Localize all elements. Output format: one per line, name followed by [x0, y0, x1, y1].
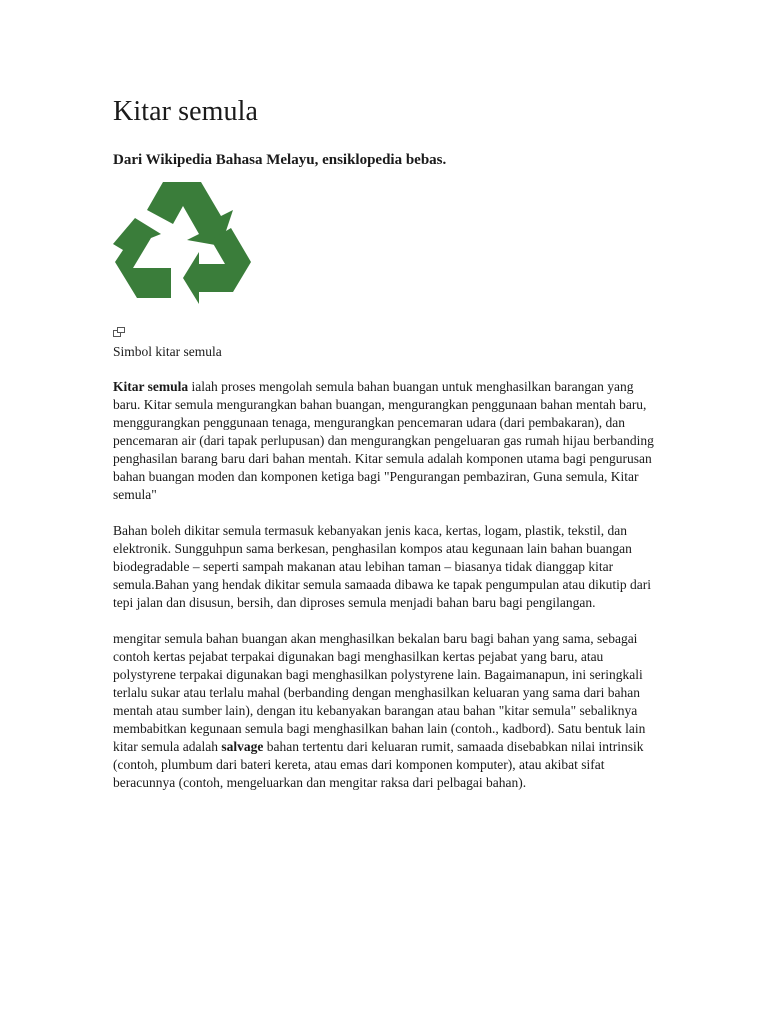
- paragraph-materials: Bahan boleh dikitar semula termasuk kebanyakan jenis kaca, kertas, logam, plastik, tekstil, dan elektronik. Sungguhpun sama berkesan, penghasilan kompos atau kegunaan lain bahan buangan biodegradable – seperti sampah makanan atau lebihan taman – biasanya tidak dianggap kitar semula.Bahan yang hendak dikitar semula samaada dibawa ke tapak pengumpulan atau dikutip dari tepi jalan dan disusun, bersih, dan diproses semula menjadi bahan baru bagi pengilangan.: [113, 523, 651, 610]
- paragraph-process-text-before: mengitar semula bahan buangan akan menghasilkan bekalan baru bagi bahan yang sama, sebagai contoh kertas pejabat terpakai digunakan bagi menghasilkan kertas pejabat yang baru, atau polystyrene terpakai digunakan bagi menghasilkan polystyrene lain. Bagaimanapun, ini seringkali terlalu sukar atau terlalu mahal (berbanding dengan menghasilkan keluaran yang sama dari bahan mentah atau sumber lain), dengan itu kebanyakan barangan atau bahan "kitar semula" sebaliknya membabitkan kegunaan semula bagi menghasilkan bahan lain (contoh., kadbord). Satu bentuk lain kitar semula adalah: [113, 631, 646, 754]
- bold-lead: Kitar semula: [113, 379, 189, 394]
- page-subtitle: Dari Wikipedia Bahasa Melayu, ensiklopedia bebas.: [113, 152, 447, 168]
- enlarge-icon[interactable]: [113, 327, 125, 337]
- article: [113, 94, 658, 792]
- bold-salvage: salvage: [221, 739, 264, 754]
- recycle-symbol-icon[interactable]: [113, 180, 257, 324]
- image-caption: Simbol kitar semula: [113, 344, 222, 359]
- paragraph-process: [113, 630, 658, 792]
- recycle-symbol-svg: [113, 180, 257, 324]
- recycle-arrows: [113, 182, 251, 304]
- paragraph-intro: [113, 378, 658, 504]
- paragraph-intro-text: ialah proses mengolah semula bahan buangan untuk menghasilkan barangan yang baru. Kitar semula mengurangkan bahan buangan, mengurangkan penggunaan bahan mentah baru, menggurangkan penggunaan tenaga, mengurangkan pencemaran udara (dari pembakaran), dan pencemaran air (dari tapak perlupusan) dan mengurangkan pengeluaran gas rumah hijau berbanding penghasilan barang baru dari bahan mentah. Kitar semula adalah komponen utama bagi pengurusan bahan buangan moden dan komponen ketiga bagi "Pengurangan pembaziran, Guna semula, Kitar semula": [113, 379, 654, 502]
- page-title: Kitar semula: [113, 96, 259, 127]
- recycle-arrow-left: [113, 218, 171, 298]
- paragraph-process-text-after: bahan tertentu dari keluaran rumit, samaada disebabkan nilai intrinsik (contoh, plumbum dari bateri kereta, atau emas dari komponen komputer), atau akibat sifat beracunnya (contoh, mengeluarkan dan mengitar raksa dari pelbagai bahan).: [113, 739, 644, 790]
